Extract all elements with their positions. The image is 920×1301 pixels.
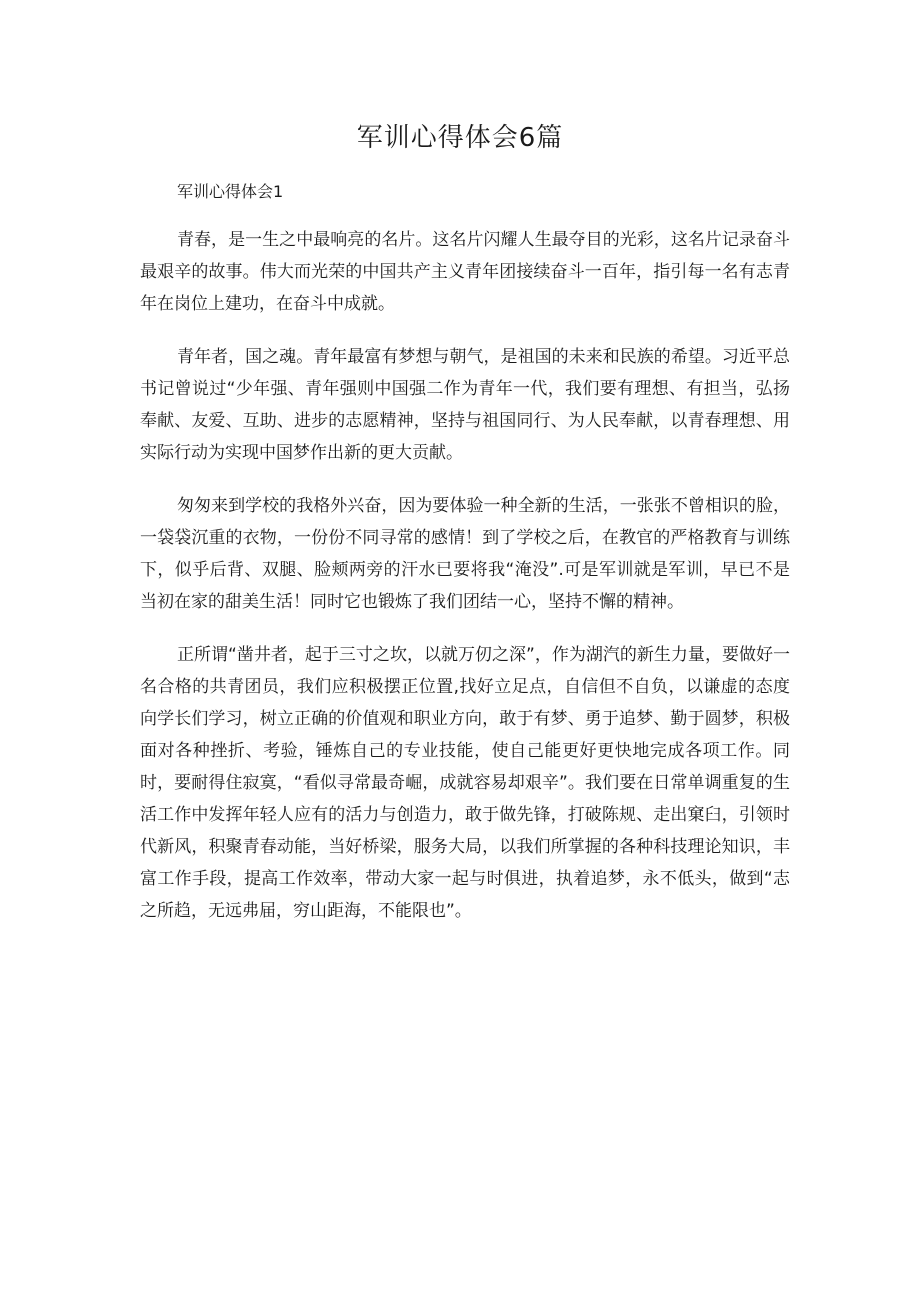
paragraph: 青春，是一生之中最响亮的名片。这名片闪耀人生最夺目的光彩，这名片记录奋斗最艰辛的故事。伟大而光荣的中国共产主义青年团接续奋斗一百年，指引每一名有志青年在岗位上建功，在奋斗中成就。: [140, 230, 790, 314]
paragraph: 匆匆来到学校的我格外兴奋，因为要体验一种全新的生活，一张张不曾相识的脸，一袋袋沉重的衣物，一份份不同寻常的感情！到了学校之后，在教官的严格教育与训练下，似乎后背、双腿、脸颊两旁的汗水已要将我“淹没”.可是军训就是军训，早已不是当初在家的甜美生活！同时它也锻炼了我们团结一心，坚持不懈的精神。: [140, 496, 790, 612]
paragraph: 青年者，国之魂。青年最富有梦想与朝气，是祖国的未来和民族的希望。习近平总书记曾说过“少年强、青年强则中国强二作为青年一代，我们要有理想、有担当，弘扬奉献、友爱、互助、进步的志愿精神，坚持与祖国同行、为人民奉献，以青春理想、用实际行动为实现中国梦作出新的更大贡献。: [140, 347, 790, 463]
document-title: 军训心得体会6篇: [356, 123, 564, 153]
section-heading: 军训心得体会1: [177, 182, 284, 201]
document-body: [140, 224, 790, 948]
paragraph: 正所谓“凿井者，起于三寸之坎，以就万仞之深”，作为湖汽的新生力量，要做好一名合格的共青团员，我们应积极摆正位置,找好立足点，自信但不自负，以谦虚的态度向学长们学习，树立正确的价值观和职业方向，敢于有梦、勇于追梦、勤于圆梦，积极面对各种挫折、考验，锤炼自己的专业技能，使自己能更好更快地完成各项工作。同时，要耐得住寂寞，“看似寻常最奇崛，成就容易却艰辛”。我们要在日常单调重复的生活工作中发挥年轻人应有的活力与创造力，敢于做先锋，打破陈规、走出窠臼，引领时代新风，积聚青春动能，当好桥梁，服务大局，以我们所掌握的各种科技理论知识，丰富工作手段，提高工作效率，带动大家一起与时俱进，执着追梦，永不低头，做到“志之所趋，无远弗届，穷山距海，不能限也”。: [140, 645, 790, 921]
